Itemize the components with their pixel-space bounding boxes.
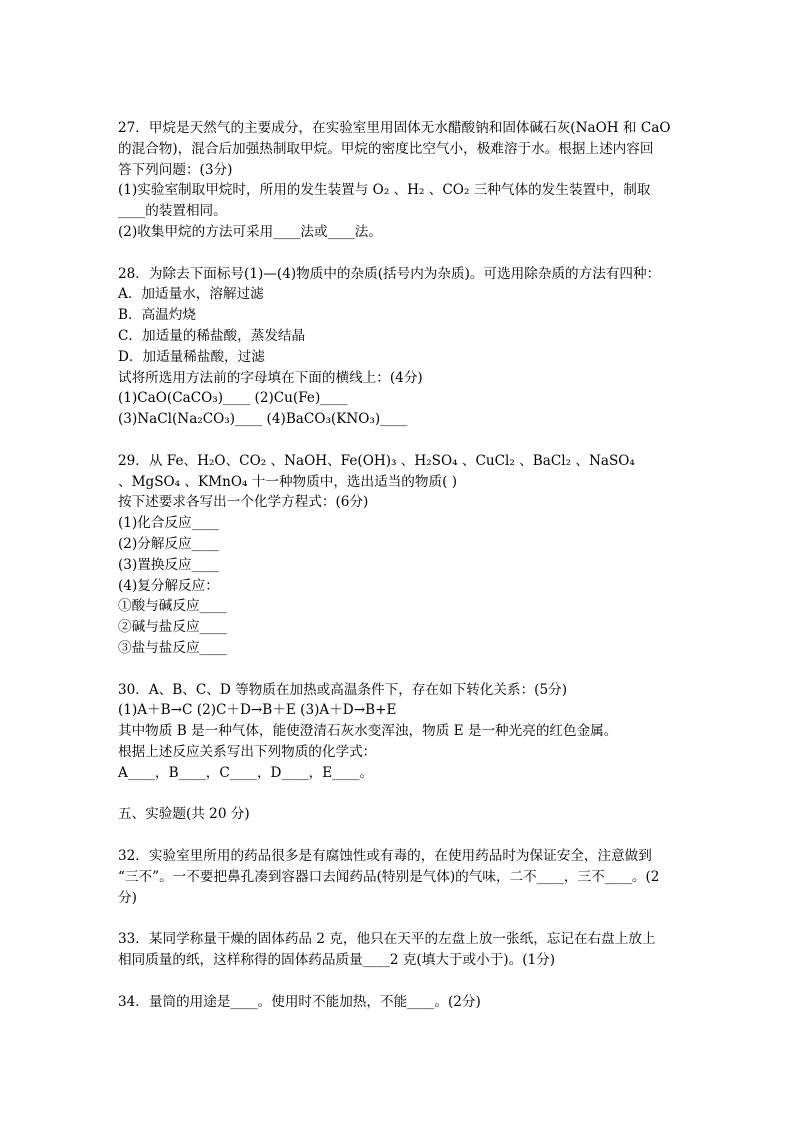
text-line: (2)收集甲烷的方法可采用____法或____法。: [118, 224, 382, 240]
text-line: 、MgSO₄ 、KMnO₄ 十一种物质中，选出适当的物质( ): [118, 473, 458, 490]
text-line: (2)分解反应____: [118, 536, 219, 552]
text-line: (1)A＋B→C (2)C＋D→B＋E (3)A＋D→B+E: [118, 702, 397, 719]
text-line: (1)实验室制取甲烷时，所用的发生装置与 O₂ 、H₂ 、CO₂ 三种气体的发生装置中，制取: [118, 182, 651, 199]
text-line: ____的装置相同。: [118, 203, 227, 220]
text-line: 相同质量的纸，这样称得的固体药品质量____2 克(填大于或小于)。(1分): [118, 952, 556, 968]
text-line: 30．A、B、C、D 等物质在加热或高温条件下，存在如下转化关系：(5分): [118, 681, 568, 698]
text-line: 其中物质 B 是一种气体，能使澄清石灰水变浑浊，物质 E 是一种光亮的红色金属。: [118, 723, 618, 740]
text-line: 32．实验室里所用的药品很多是有腐蚀性或有毒的，在使用药品时为保证安全，注意做到: [118, 848, 652, 864]
text-line: 29．从 Fe、H₂O、CO₂ 、NaOH、Fe(OH)₃ 、H₂SO₄ 、CuCl₂ 、BaCl₂ 、NaSO₄: [118, 452, 635, 469]
text-line: A____，B____，C____，D____，E____。: [118, 764, 373, 781]
text-line: 33．某同学称量干燥的固体药品 2 克，他只在天平的左盘上放一张纸，忘记在右盘上放上: [118, 931, 656, 948]
text-line: (1)化合反应____: [118, 515, 219, 532]
text-line: (3)NaCl(Na₂CO₃)____ (4)BaCO₃(KNO₃)____: [118, 411, 408, 428]
text-line: A．加适量水，溶解过滤: [118, 286, 264, 303]
text-line: ①酸与碱反应____: [118, 598, 227, 615]
text-line: 34．量筒的用途是____。使用时不能加热，不能____。(2分): [118, 993, 481, 1010]
text-line: (3)置换反应____: [118, 556, 219, 573]
text-line: ②碱与盐反应____: [118, 619, 227, 636]
text-line: D．加适量稀盐酸，过滤: [118, 348, 265, 365]
text-line: 根据上述反应关系写出下列物质的化学式：: [118, 744, 377, 760]
text-line: (1)CaO(CaCO₃)____ (2)Cu(Fe)____: [118, 390, 348, 407]
text-line: 的混合物)，混合后加强热制取甲烷。甲烷的密度比空气小，极难溶于水。根据上述内容回: [118, 140, 654, 157]
text-line: B．高温灼烧: [118, 307, 196, 324]
text-line: 答下列问题：(3分): [118, 161, 233, 178]
text-line: (4)复分解反应：: [118, 577, 219, 594]
text-line: 按下述要求各写出一个化学方程式：(6分): [118, 494, 369, 511]
text-line: 试将所选用方法前的字母填在下面的横线上：(4分): [118, 369, 423, 386]
text-line: 28．为除去下面标号(1)—(4)物质中的杂质(括号内为杂质)。可选用除杂质的方法有四种：: [118, 265, 661, 282]
text-line: 27．甲烷是天然气的主要成分，在实验室里用固体无水醋酸钠和固体碱石灰(NaOH 和 CaO: [118, 120, 671, 136]
text-line: “三不”。一不要把鼻孔凑到容器口去闻药品(特别是气体)的气味，二不____，三不____。(2: [118, 868, 660, 885]
text-line: 分): [118, 889, 137, 906]
text-line: ③盐与盐反应____: [118, 640, 227, 656]
text-line: C．加适量的稀盐酸，蒸发结晶: [118, 328, 306, 344]
text-line: 五、实验题(共 20 分): [118, 806, 250, 823]
